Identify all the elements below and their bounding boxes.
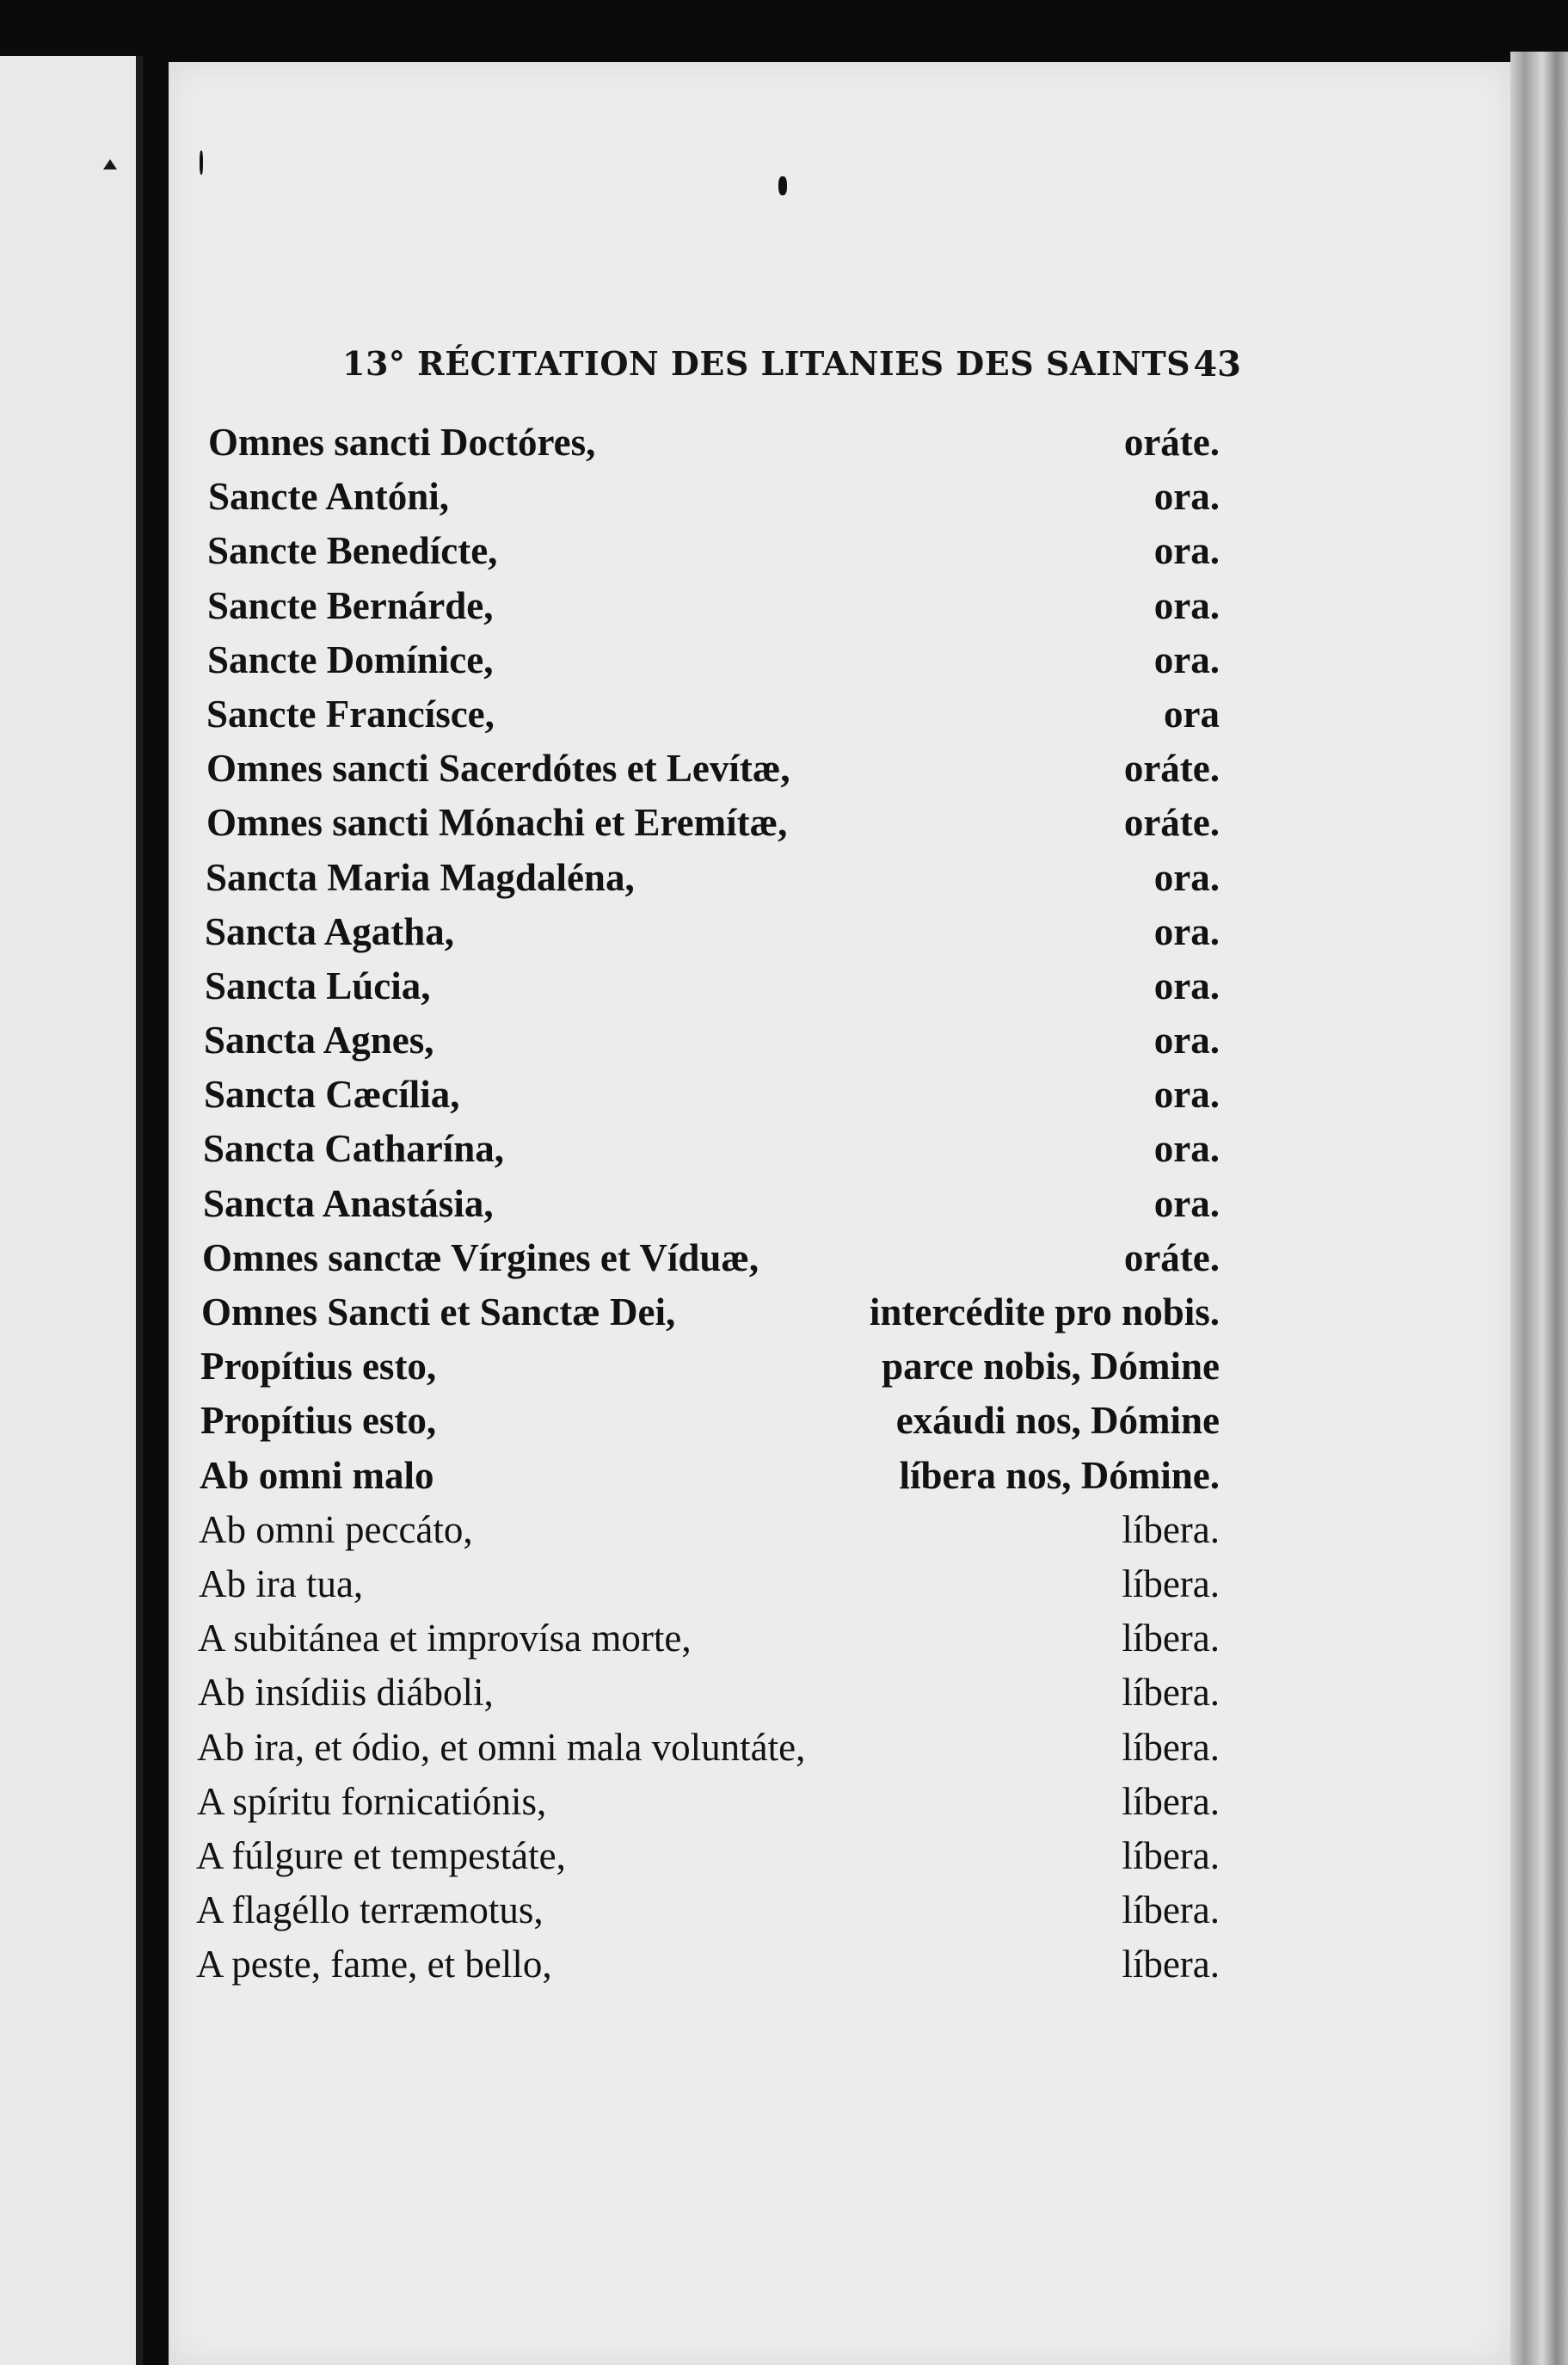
litany-line [196,474,1220,528]
response-text: ora. [1153,855,1220,899]
response-text: líbera. [1122,1617,1220,1660]
page-title: 13° RÉCITATION DES LITANIES DES SAINTS [342,344,1191,383]
litany-line [196,692,1220,746]
page-number: 43 [1193,344,1241,385]
invocation-text: Sancta Lúcia, [205,964,431,1007]
response-text: ora. [1153,583,1220,627]
invocation-text: Omnes sancti Doctóres, [208,421,596,464]
invocation-text: Sancte Antóni, [208,475,450,519]
ink-speck [778,176,787,195]
litany-line [196,964,1220,1018]
invocation-text: Sancta Maria Magdaléna, [206,855,635,899]
litany-line [196,800,1220,854]
invocation-text: Sancta Agatha, [205,909,455,953]
litany-line [196,1290,1220,1344]
invocation-text: Omnes Sancti et Sanctæ Dei, [201,1290,676,1333]
response-text: ora. [1153,1181,1220,1225]
litany-line [196,1126,1220,1180]
litany-line [196,855,1220,909]
response-text: oráte. [1123,1235,1220,1279]
response-text: ora [1164,692,1220,736]
response-text: oráte. [1123,801,1220,845]
running-header [342,344,1241,396]
response-text: líbera. [1122,1561,1220,1605]
litany-line [196,1018,1220,1072]
invocation-text: Ab insídiis diáboli, [198,1671,494,1715]
invocation-text: Ab ira, et ódio, et omni mala voluntáte, [197,1725,806,1769]
invocation-text: Sancte Benedícte, [207,529,498,573]
response-text: líbera. [1122,1725,1220,1769]
response-text: ora. [1153,1019,1220,1062]
litany-line [196,746,1220,800]
invocation-text: Ab ira tua, [199,1561,364,1605]
response-text: intercédite pro nobis. [869,1290,1220,1333]
litany-line [196,1725,1220,1779]
response-text: ora. [1153,637,1220,681]
response-text: líbera nos, Dómine. [899,1453,1220,1497]
litany-line [196,1942,1220,1996]
litany-line [196,1181,1220,1235]
invocation-text: Ab omni peccáto, [199,1507,473,1551]
response-text: líbera. [1122,1888,1220,1932]
invocation-text: A subitánea et improvísa morte, [198,1617,692,1660]
litany-line [196,1453,1220,1507]
invocation-text: A flagéllo terræmotus, [196,1888,544,1932]
litany-line [196,909,1220,964]
litany-line [196,1616,1220,1670]
invocation-text: A fúlgure et tempestáte, [196,1833,566,1877]
invocation-text: A spíritu fornicatiónis, [197,1779,547,1823]
litany-list [196,420,1220,1996]
invocation-text: Propítius esto, [200,1345,437,1389]
response-text: líbera. [1122,1507,1220,1551]
litany-line [196,1398,1220,1452]
invocation-text: Sancta Catharína, [203,1127,505,1171]
response-text: parce nobis, Dómine [882,1345,1220,1389]
invocation-text: Omnes sanctæ Vírgines et Víduæ, [202,1235,759,1279]
response-text: líbera. [1122,1779,1220,1823]
litany-line [196,528,1220,582]
litany-line [196,1561,1220,1616]
book-spine [1510,52,1568,2365]
invocation-text: Ab omni malo [200,1453,434,1497]
invocation-text: Sancta Cæcília, [204,1073,460,1117]
litany-line [196,1888,1220,1942]
arrow-mark-icon [103,159,117,169]
response-text: ora. [1153,909,1220,953]
invocation-text: Omnes sancti Mónachi et Eremítæ, [206,801,788,845]
response-text: ora. [1153,1127,1220,1171]
litany-line [196,1670,1220,1724]
response-text: exáudi nos, Dómine [895,1399,1220,1443]
litany-line [196,1833,1220,1888]
response-text: oráte. [1123,747,1220,791]
litany-line [196,420,1220,474]
response-text: líbera. [1122,1943,1220,1986]
response-text: ora. [1153,475,1220,519]
litany-line [196,1779,1220,1833]
litany-line [196,583,1220,637]
invocation-text: Propítius esto, [200,1399,437,1443]
response-text: líbera. [1122,1833,1220,1877]
litany-line [196,637,1220,692]
invocation-text: A peste, fame, et bello, [196,1943,552,1986]
invocation-text: Sancte Francísce, [206,692,495,736]
invocation-text: Sancta Agnes, [204,1019,434,1062]
response-text: ora. [1153,1073,1220,1117]
facing-page-edge [0,56,143,2365]
response-text: ora. [1153,964,1220,1007]
response-text: ora. [1153,529,1220,573]
invocation-text: Sancta Anastásia, [203,1181,494,1225]
invocation-text: Omnes sancti Sacerdótes et Levítæ, [206,747,790,791]
ink-speck [200,151,203,175]
litany-line [196,1344,1220,1398]
litany-line [196,1235,1220,1290]
response-text: oráte. [1123,421,1220,464]
litany-line [196,1507,1220,1561]
invocation-text: Sancte Bernárde, [207,583,494,627]
invocation-text: Sancte Domínice, [207,637,494,681]
litany-line [196,1072,1220,1126]
response-text: líbera. [1122,1671,1220,1715]
